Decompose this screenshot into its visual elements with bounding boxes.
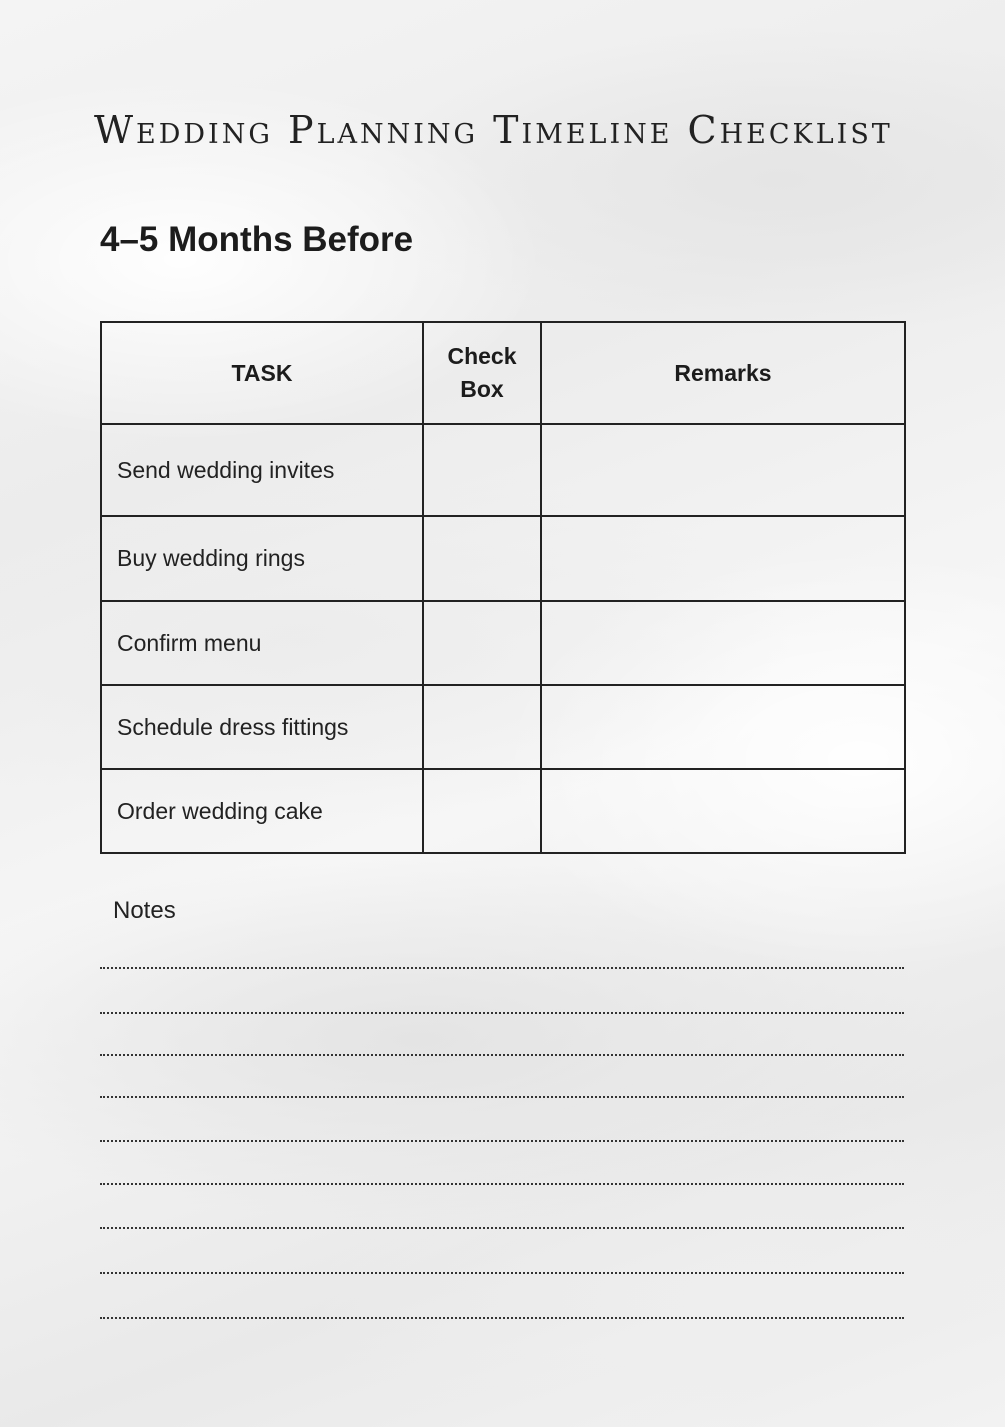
task-cell: Buy wedding rings	[101, 516, 423, 601]
table-row	[101, 685, 905, 769]
header-check-box	[423, 322, 541, 424]
page-title: Wedding Planning Timeline Checklist	[94, 108, 893, 152]
notes-line[interactable]	[100, 1272, 904, 1274]
table-header-row	[101, 322, 905, 424]
header-check-line2: Box	[460, 376, 504, 402]
notes-line[interactable]	[100, 1140, 904, 1142]
checklist-table	[100, 321, 906, 854]
check-box-cell[interactable]	[423, 424, 541, 516]
notes-line[interactable]	[100, 1096, 904, 1098]
task-cell: Schedule dress fittings	[101, 685, 423, 769]
task-cell: Send wedding invites	[101, 424, 423, 516]
notes-line[interactable]	[100, 967, 904, 969]
remarks-cell[interactable]	[541, 601, 905, 685]
check-box-cell[interactable]	[423, 685, 541, 769]
remarks-cell[interactable]	[541, 685, 905, 769]
header-task: TASK	[101, 322, 423, 424]
remarks-cell[interactable]	[541, 424, 905, 516]
check-box-cell[interactable]	[423, 769, 541, 853]
remarks-cell[interactable]	[541, 769, 905, 853]
check-box-cell[interactable]	[423, 516, 541, 601]
table-row	[101, 769, 905, 853]
notes-line[interactable]	[100, 1183, 904, 1185]
notes-line[interactable]	[100, 1012, 904, 1014]
table-row	[101, 424, 905, 516]
task-cell: Confirm menu	[101, 601, 423, 685]
notes-line[interactable]	[100, 1054, 904, 1056]
notes-label: Notes	[113, 897, 176, 924]
header-check-line1: Check	[447, 343, 517, 369]
notes-line[interactable]	[100, 1317, 904, 1319]
section-heading: 4–5 Months Before	[100, 220, 414, 259]
remarks-cell[interactable]	[541, 516, 905, 601]
check-box-cell[interactable]	[423, 601, 541, 685]
header-remarks: Remarks	[541, 322, 905, 424]
notes-line[interactable]	[100, 1227, 904, 1229]
table-row	[101, 516, 905, 601]
task-cell: Order wedding cake	[101, 769, 423, 853]
table-row	[101, 601, 905, 685]
